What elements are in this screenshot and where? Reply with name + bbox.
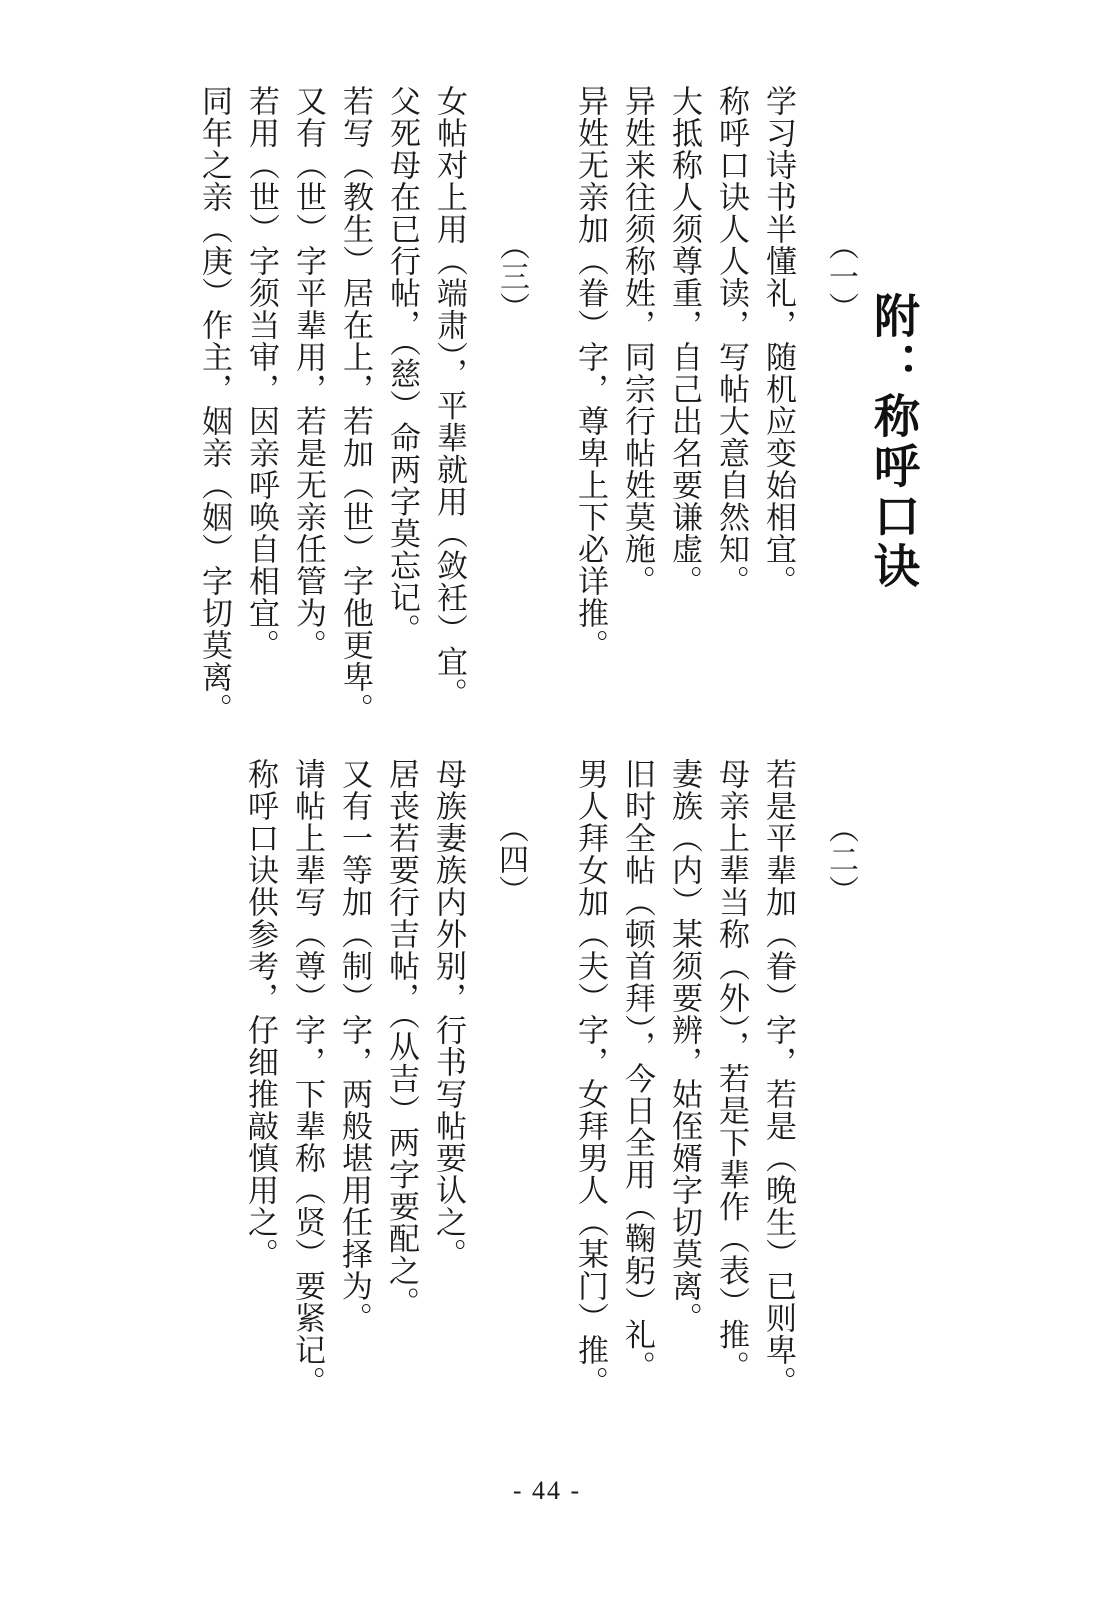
- verse-line: 若是平辈加（眷）字，若是（晚生）已则卑。: [760, 758, 796, 1398]
- verse-line: 居丧若要行吉帖，（从吉）两字要配之。: [383, 758, 419, 1319]
- verse-line: 学习诗书半懂礼，随机应变始相宜。: [760, 85, 796, 597]
- page-title: 附：称呼口诀: [867, 292, 921, 592]
- verse-line: 又有一等加（制）字，两般堪用任择为。: [336, 758, 372, 1334]
- verse-line: 若用（世）字须当审，因亲呼唤自相宜。: [243, 85, 279, 661]
- verse-line: 若写（教生）居在上，若加（世）字他更卑。: [337, 85, 373, 725]
- verse-line: 称呼口诀供参考，仔细推敲慎用之。: [242, 758, 278, 1270]
- verse-line: 请帖上辈写（尊）字，下辈称（贤）要紧记。: [289, 758, 325, 1398]
- verse-line: 大抵称人须尊重，自己出名要谦虚。: [666, 85, 702, 597]
- verse-line: 旧时全帖（顿首拜），今日全用（鞠躬）礼。: [619, 758, 655, 1383]
- section-heading: （一）: [823, 230, 858, 323]
- section-3: [190, 85, 535, 725]
- page-number: - 44 -: [512, 1476, 582, 1505]
- section-heading: （四）: [493, 813, 528, 906]
- verse-line: 异姓无亲加（眷）字，尊卑上下必详推。: [572, 85, 608, 661]
- section-4: [236, 758, 534, 1398]
- verse-line: 男人拜女加（夫）字，女拜男人（某门）推。: [572, 758, 608, 1398]
- verse-line: 母亲上辈当称（外），若是下辈作（表）推。: [713, 758, 749, 1383]
- verse-line: 父死母在已行帖，（慈）命两字莫忘记。: [384, 85, 420, 646]
- section-2: [566, 758, 864, 1398]
- section-1: [566, 85, 864, 661]
- section-heading: （二）: [823, 813, 858, 906]
- verse-line: 又有（世）字平辈用，若是无亲任管为。: [290, 85, 326, 661]
- verse-line: 母族妻族内外别，行书写帖要认之。: [430, 758, 466, 1270]
- verse-line: 称呼口诀人人读，写帖大意自然知。: [713, 85, 749, 597]
- verse-line: 女帖对上用（端肃），平辈就用（敛衽）宜。: [431, 85, 467, 710]
- section-heading: （三）: [494, 230, 529, 323]
- verse-line: 妻族（内）某须要辨，姑侄婿字切莫离。: [666, 758, 702, 1334]
- verse-line: 同年之亲（庚）作主，姻亲（姻）字切莫离。: [196, 85, 232, 725]
- verse-line: 异姓来往须称姓，同宗行帖姓莫施。: [619, 85, 655, 597]
